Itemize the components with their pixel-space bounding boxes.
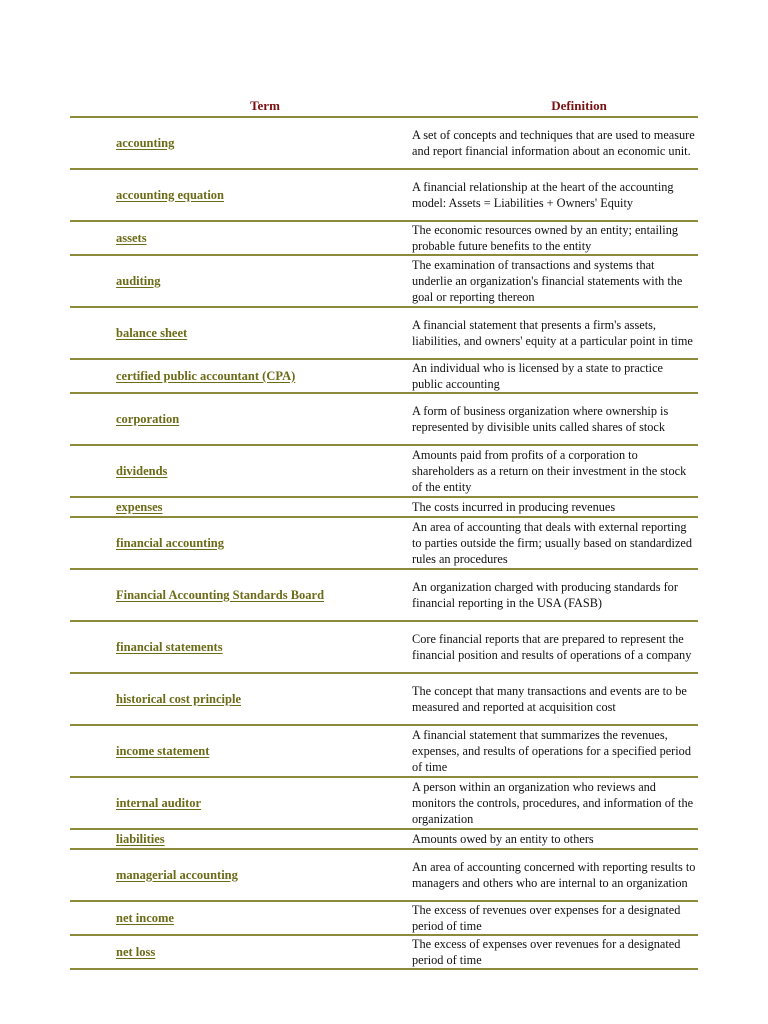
term-link[interactable]: Financial Accounting Standards Board: [116, 587, 325, 602]
definition-text: The economic resources owned by an entity; entailing probable future benefits to the entity: [412, 223, 679, 253]
table-row: [70, 446, 698, 498]
table-header: [70, 96, 698, 118]
definition-text: Amounts paid from profits of a corporation to shareholders as a return on their investment in the stock of the entity: [412, 448, 687, 494]
term-link[interactable]: financial accounting: [116, 535, 224, 550]
definition-text: Core financial reports that are prepared to represent the financial position and results of operations of a company: [412, 632, 692, 662]
definition-text: The excess of revenues over expenses for a designated period of time: [412, 903, 681, 933]
table-row: [70, 308, 698, 360]
table-row: [70, 674, 698, 726]
table-row: [70, 518, 698, 570]
definition-text: An individual who is licensed by a state to practice public accounting: [412, 361, 663, 391]
term-link[interactable]: income statement: [116, 743, 210, 758]
term-link[interactable]: assets: [116, 230, 147, 245]
table-row: [70, 778, 698, 830]
definition-text: Amounts owed by an entity to others: [412, 832, 594, 846]
definition-text: The excess of expenses over revenues for a designated period of time: [412, 937, 681, 967]
definition-text: An area of accounting concerned with reporting results to managers and others who are internal to an organization: [412, 860, 696, 890]
definition-text: The concept that many transactions and events are to be measured and reported at acquisition cost: [412, 684, 687, 714]
term-link[interactable]: financial statements: [116, 639, 223, 654]
definition-text: A financial relationship at the heart of the accounting model: Assets = Liabilities + Owners' Equity: [412, 180, 674, 210]
term-link[interactable]: dividends: [116, 463, 168, 478]
table-row: [70, 726, 698, 778]
term-link[interactable]: expenses: [116, 499, 163, 514]
glossary-table: [70, 96, 698, 970]
definition-text: A person within an organization who reviews and monitors the controls, procedures, and information of the organization: [412, 780, 694, 826]
table-row: [70, 360, 698, 394]
definition-text: A form of business organization where ownership is represented by divisible units called shares of stock: [412, 404, 669, 434]
definition-text: An area of accounting that deals with external reporting to parties outside the firm; usually based on standardized rules an procedures: [412, 520, 693, 566]
term-link[interactable]: liabilities: [116, 831, 165, 846]
term-link[interactable]: managerial accounting: [116, 867, 238, 882]
table-row: [70, 570, 698, 622]
definition-text: An organization charged with producing standards for financial reporting in the USA (FASB): [412, 580, 678, 610]
definition-text: A set of concepts and techniques that are used to measure and report financial information about an economic unit.: [412, 128, 695, 158]
table-body: [70, 118, 698, 970]
table-row: [70, 902, 698, 936]
table-row: [70, 936, 698, 970]
table-row: [70, 222, 698, 256]
term-link[interactable]: balance sheet: [116, 325, 188, 340]
term-link[interactable]: net loss: [116, 944, 156, 959]
definition-column-header: Definition: [551, 98, 607, 113]
table-row: [70, 830, 698, 850]
table-row: [70, 118, 698, 170]
table-row: [70, 850, 698, 902]
table-row: [70, 394, 698, 446]
term-link[interactable]: auditing: [116, 273, 161, 288]
definition-text: A financial statement that presents a firm's assets, liabilities, and owners' equity at a particular point in time: [412, 318, 693, 348]
table-row: [70, 170, 698, 222]
term-column-header: Term: [250, 98, 280, 113]
table-row: [70, 622, 698, 674]
term-link[interactable]: certified public accountant (CPA): [116, 368, 296, 383]
term-link[interactable]: accounting equation: [116, 187, 225, 202]
term-link[interactable]: net income: [116, 910, 174, 925]
definition-text: The costs incurred in producing revenues: [412, 500, 616, 514]
term-link[interactable]: internal auditor: [116, 795, 202, 810]
term-link[interactable]: historical cost principle: [116, 691, 241, 706]
table-row: [70, 498, 698, 518]
definition-text: The examination of transactions and systems that underlie an organization's financial statements with the goal or reporting thereon: [412, 258, 683, 304]
definition-text: A financial statement that summarizes the revenues, expenses, and results of operations for a specified period of time: [412, 728, 691, 774]
term-link[interactable]: corporation: [116, 411, 180, 426]
term-link[interactable]: accounting: [116, 135, 175, 150]
table-row: [70, 256, 698, 308]
